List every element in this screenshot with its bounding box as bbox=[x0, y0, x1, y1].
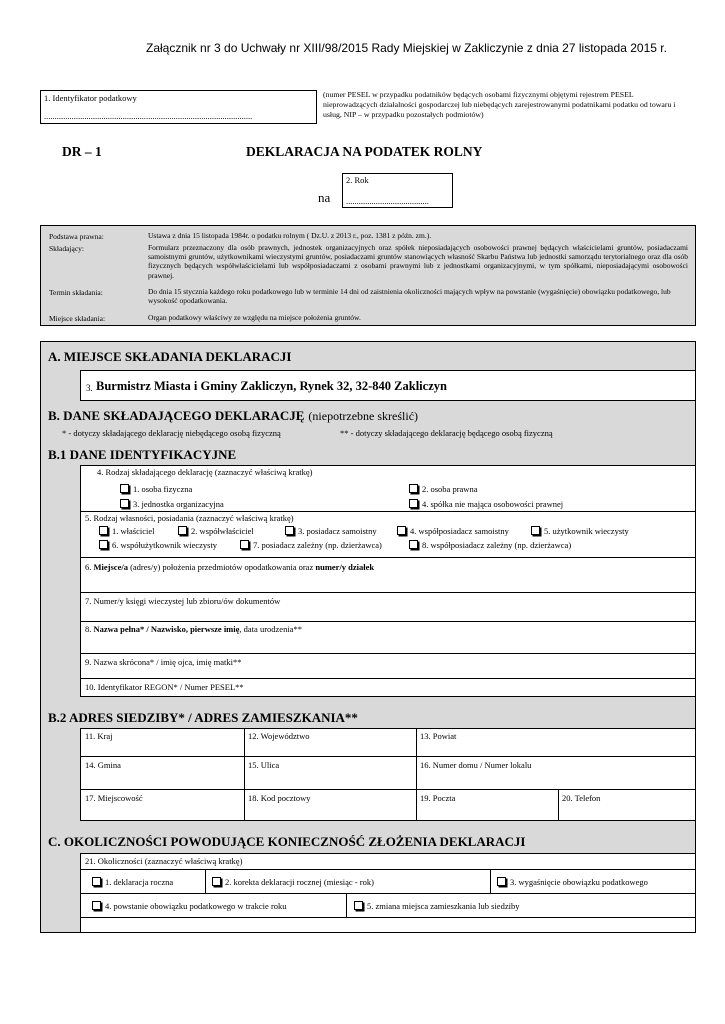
form-title: DEKLARACJA NA PODATEK ROLNY bbox=[246, 144, 483, 159]
attachment-note: Załącznik nr 3 do Uchwały nr XIII/98/2015 Rady Miejskiej w Zakliczynie z dnia 27 listopada 2015 r. bbox=[146, 41, 667, 55]
field6-location-label[interactable]: 6. Miejsce/a (adres/y) położenia przedmiotów opodatkowania oraz numer/y działek bbox=[85, 562, 375, 572]
year-label: 2. Rok bbox=[346, 175, 369, 185]
checkbox-icon bbox=[212, 877, 221, 886]
field21-opt4[interactable]: 4. powstanie obowiązku podatkowego w trakcie roku bbox=[92, 901, 287, 912]
field4-opt3[interactable]: 3. jednostka organizacyjna bbox=[120, 499, 224, 510]
checkbox-icon bbox=[120, 499, 129, 508]
field12-voivodeship[interactable]: 12. Województwo bbox=[248, 731, 310, 741]
field8-full-name[interactable]: 8. Nazwa pełna* / Nazwisko, pierwsze imię, data urodzenia** bbox=[85, 624, 302, 634]
field14-commune[interactable]: 14. Gmina bbox=[85, 760, 121, 770]
field20-phone[interactable]: 20. Telefon bbox=[562, 793, 601, 803]
tax-id-field[interactable] bbox=[40, 90, 317, 124]
field5-opt8[interactable]: 8. współposiadacz zależny (np. dzierżawca) bbox=[409, 540, 571, 551]
checkbox-icon bbox=[409, 484, 418, 493]
field5-opt6[interactable]: 6. współużytkownik wieczysty bbox=[99, 540, 217, 551]
field21-opt5[interactable]: 5. zmiana miejsca zamieszkania lub siedziby bbox=[354, 901, 519, 912]
year-field[interactable] bbox=[342, 173, 453, 208]
field15-street[interactable]: 15. Ulica bbox=[248, 760, 280, 770]
field21-opt1[interactable]: 1. deklaracja roczna bbox=[92, 877, 173, 888]
section-b-title-wrap bbox=[48, 407, 418, 425]
tax-id-label: 1. Identyfikator podatkowy bbox=[44, 93, 137, 103]
checkbox-icon bbox=[92, 877, 101, 886]
field5-opt1[interactable]: 1. właściciel bbox=[99, 526, 154, 537]
info-termin-value: Do dnia 15 stycznia każdego roku podatkowego lub w terminie 14 dni od zaistnienia okoliczności mających wpływ na powstanie (wygaśnięcie) obowiązku podatkowego, lub wysokość opodatkowania. bbox=[148, 287, 671, 306]
checkbox-icon bbox=[178, 526, 187, 535]
info-termin-key: Termin składania: bbox=[49, 288, 103, 297]
field18-postal-code[interactable]: 18. Kod pocztowy bbox=[248, 793, 311, 803]
field16-house-number[interactable]: 16. Numer domu / Numer lokalu bbox=[420, 760, 532, 770]
field5-opt7[interactable]: 7. posiadacz zależny (np. dzierżawca) bbox=[240, 540, 382, 551]
tax-id-note: (numer PESEL w przypadku podatników będących osobami fizycznymi objętymi rejestrem PESEL nieprowadzących działalności gospodarczej lub niebędących zarejestrowanymi podatnikami podatku od towaru i usług, NIP – w przypadku pozostałych podmiotów) bbox=[323, 90, 676, 119]
checkbox-icon bbox=[120, 484, 129, 493]
checkbox-icon bbox=[92, 901, 101, 910]
section-c-title: C. OKOLICZNOŚCI POWODUJĄCE KONIECZNOŚĆ ZŁOŻENIA DEKLARACJI bbox=[48, 834, 526, 849]
info-skladajacy-key: Składający: bbox=[49, 244, 84, 253]
na-label: na bbox=[318, 190, 331, 205]
note-natural-person: ** - dotyczy składającego deklarację będącego osobą fizyczną bbox=[340, 428, 553, 438]
info-podstawa-key: Podstawa prawna: bbox=[49, 232, 104, 241]
field7-land-register[interactable]: 7. Numer/y księgi wieczystej lub zbioru/ów dokumentów bbox=[85, 596, 281, 606]
field5-opt5[interactable]: 5. użytkownik wieczysty bbox=[531, 526, 629, 537]
field4-opt4[interactable]: 4. spółka nie mająca osobowości prawnej bbox=[409, 499, 563, 510]
section-b2-box bbox=[80, 728, 696, 821]
checkbox-icon bbox=[99, 540, 108, 549]
field4-opt1[interactable]: 1. osoba fizyczna bbox=[120, 484, 192, 495]
field21-label: 21. Okoliczności (zaznaczyć właściwą kratkę) bbox=[85, 856, 243, 866]
checkbox-icon bbox=[531, 526, 540, 535]
field9-short-name[interactable]: 9. Nazwa skrócona* / imię ojca, imię matki** bbox=[85, 657, 242, 667]
section-a-title: A. MIEJSCE SKŁADANIA DEKLARACJI bbox=[48, 349, 292, 364]
section-b-title: B. DANE SKŁADAJĄCEGO DEKLARACJĘ bbox=[48, 408, 305, 423]
checkbox-icon bbox=[497, 877, 506, 886]
section-b1-title: B.1 DANE IDENTYFIKACYJNE bbox=[48, 447, 237, 462]
field13-district[interactable]: 13. Powiat bbox=[420, 731, 457, 741]
field21-opt3[interactable]: 3. wygaśnięcie obowiązku podatkowego bbox=[497, 877, 648, 888]
field4-opt2[interactable]: 2. osoba prawna bbox=[409, 484, 477, 495]
field17-city[interactable]: 17. Miejscowość bbox=[85, 793, 143, 803]
checkbox-icon bbox=[409, 540, 418, 549]
note-legal-entity: * - dotyczy składającego deklarację niebędącego osobą fizyczną bbox=[62, 428, 281, 438]
info-miejsce-key: Miejsce składania: bbox=[49, 314, 106, 323]
office-address: Burmistrz Miasta i Gminy Zakliczyn, Rynek 32, 32-840 Zakliczyn bbox=[96, 379, 447, 393]
section-b-title-note: (niepotrzebne skreślić) bbox=[308, 409, 419, 423]
section-b2-title: B.2 ADRES SIEDZIBY* / ADRES ZAMIESZKANIA** bbox=[48, 710, 358, 725]
section-a-value-box bbox=[80, 370, 696, 401]
field3-number: 3. bbox=[86, 383, 93, 393]
field5-label: 5. Rodzaj własności, posiadania (zaznaczyć właściwą kratkę) bbox=[85, 513, 294, 523]
field5-opt2[interactable]: 2. współwłaściciel bbox=[178, 526, 254, 537]
info-box bbox=[40, 225, 696, 326]
info-podstawa-value: Ustawa z dnia 15 listopada 1984r. o podatku rolnym ( Dz.U. z 2013 r., poz. 1381 z późn. zm.). bbox=[148, 231, 432, 240]
field11-country[interactable]: 11. Kraj bbox=[85, 731, 113, 741]
field10-regon-pesel[interactable]: 10. Identyfikator REGON* / Numer PESEL** bbox=[85, 682, 244, 692]
field21-opt2[interactable]: 2. korekta deklaracji rocznej (miesiąc - rok) bbox=[212, 877, 374, 888]
year-dots: ....................................... bbox=[346, 196, 429, 206]
field4-label: 4. Rodzaj składającego deklarację (zaznaczyć właściwą kratkę) bbox=[97, 467, 313, 477]
info-skladajacy-value: Formularz przeznaczony dla osób prawnych, jednostek organizacyjnych oraz spółek nieposiadających osobowości prawnej będących właścicielami gruntów, posiadaczami samoistnymi gruntów, użytkownikami wieczystymi gruntów, posiadaczami gruntów stanowiących własność Skarbu Państwa lub jednostki samorządu terytorialnego oraz dla osób fizycznych będących współwłaścicielami lub współposiadaczami z osobami prawnymi lub z jednostkami organizacyjnymi, w tym spółkami, nieposiadającymi osobowości prawnej. bbox=[148, 243, 688, 280]
field5-opt3[interactable]: 3. posiadacz samoistny bbox=[285, 526, 377, 537]
checkbox-icon bbox=[285, 526, 294, 535]
info-miejsce-value: Organ podatkowy właściwy ze względu na miejsce położenia gruntów. bbox=[148, 313, 361, 322]
form-code: DR – 1 bbox=[62, 144, 102, 159]
checkbox-icon bbox=[354, 901, 363, 910]
checkbox-icon bbox=[409, 499, 418, 508]
field5-opt4[interactable]: 4. współposiadacz samoistny bbox=[397, 526, 509, 537]
field19-post-office[interactable]: 19. Poczta bbox=[420, 793, 456, 803]
tax-id-dots: .................................................................................................. bbox=[44, 111, 253, 121]
checkbox-icon bbox=[397, 526, 406, 535]
checkbox-icon bbox=[99, 526, 108, 535]
checkbox-icon bbox=[240, 540, 249, 549]
